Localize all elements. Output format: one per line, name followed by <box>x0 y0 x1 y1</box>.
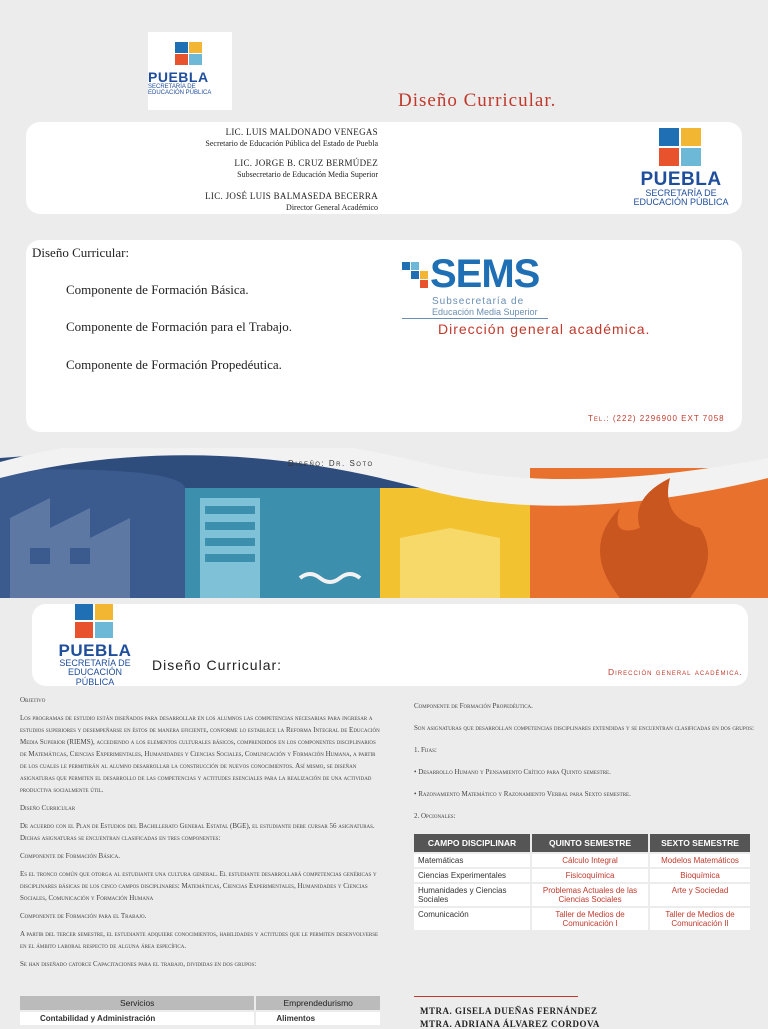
work-heading: Componente de Formación para el Trabajo. <box>20 912 147 920</box>
logo-brand: PUEBLA <box>148 69 209 85</box>
table-cell: Alimentos <box>256 1012 380 1025</box>
signature-2: MTRA. ADRIANA ÁLVAREZ CORDOVA <box>420 1019 600 1029</box>
official-2 <box>0 158 378 180</box>
table-cell: Contabilidad y Administración <box>20 1012 254 1025</box>
official-3 <box>0 191 378 213</box>
logo-line1: SECRETARÍA DE <box>645 188 717 198</box>
sems-acronym: SEMS <box>430 252 540 296</box>
left-column <box>20 694 380 976</box>
sems-line1: Subsecretaría de <box>432 296 525 307</box>
table-cell: Matemáticas <box>414 854 530 867</box>
banner-art <box>0 448 768 598</box>
optional-label: 2. Opcionales: <box>414 812 456 820</box>
objective-heading: Objetivo <box>20 696 46 704</box>
puzzle-icon <box>659 128 703 168</box>
top-logo-box <box>148 32 232 110</box>
puzzle-icon <box>175 42 205 68</box>
table-cell: Humanidades y Ciencias Sociales <box>414 884 530 906</box>
official-name: LIC. JORGE B. CRUZ BERMÚDEZ <box>234 158 378 168</box>
component-item: Componente de Formación Básica. <box>66 282 249 297</box>
basic-text: Es el tronco común que otorga al estudiante una cultura general. El estudiante desarrollará competencias genéricas y disciplinares básicas de los cinco campos disciplinares: Matemáticas, Ciencias Experimentales, Humanidades y Ciencias Sociales, Comunicación y Formación Humana <box>20 870 377 902</box>
component-item: Componente de Formación Propedéutica. <box>66 357 282 372</box>
official-1 <box>0 127 378 149</box>
logo-line2: EDUCACIÓN PÚBLICA <box>67 667 122 687</box>
signature-1: MTRA. GISELA DUEÑAS FERNÁNDEZ <box>420 1006 598 1016</box>
official-role: Subsecretario de Educación Media Superior <box>237 170 378 179</box>
official-name: LIC. JOSÉ LUIS BALMASEDA BECERRA <box>205 191 378 201</box>
fixed-label: 1. Fijas: <box>414 746 437 754</box>
trainings-table <box>18 994 382 1027</box>
table-cell: Taller de Medios de Comunicación I <box>532 908 648 930</box>
puzzle-icon <box>75 604 115 640</box>
table-header: QUINTO SEMESTRE <box>532 834 648 852</box>
logo-line2: EDUCACIÓN PÚBLICA <box>148 90 212 97</box>
puebla-logo-2 <box>52 604 138 687</box>
right-column <box>414 700 754 828</box>
propedeutic-heading: Componente de Formación Propedéutica. <box>414 702 533 710</box>
signature-rule <box>414 996 578 997</box>
official-role: Director General Académico <box>286 203 378 212</box>
logo-brand: PUEBLA <box>640 169 722 190</box>
logo-line1: SECRETARÍA DE <box>148 84 196 90</box>
direction-label: Dirección general académica. <box>438 321 651 337</box>
table-row <box>414 908 750 930</box>
table-header: Servicios <box>20 996 254 1010</box>
table-header: SEXTO SEMESTRE <box>650 834 750 852</box>
sems-line2: Educación Media Superior <box>432 307 538 317</box>
sems-underline <box>402 318 548 319</box>
page2-title: Diseño Curricular: <box>152 657 283 673</box>
propedeutic-text: Son asignaturas que desarrollan competencias disciplinares extendidas y se encuentran clasificadas en dos grupos: <box>414 724 754 732</box>
table-row <box>20 1012 380 1025</box>
logo-line1: SECRETARÍA DE <box>59 658 131 668</box>
logo-brand: PUEBLA <box>58 641 132 660</box>
basic-heading: Componente de Formación Básica. <box>20 852 120 860</box>
objective-text: Los programas de estudio están diseñados para desarrollar en los alumnos las competencias necesarias para ingresar a estudios superiores y desempeñarse en éstos de manera eficiente, conforme lo establece la Reforma Integral de Educación Media Superior (RIEMS), accediendo a los elementos culturales básicos, comprendidos en los componentes disciplinarios de Matemáticas, Ciencias Experimentales, Humanidades y Ciencias Sociales, Comunicación y Formación Humana, a partir de los cuales le permitirán al alumno desarrollar la construcción de nuevos conocimientos. Así mismo, se diseñan asignaturas que permiten el desarrollo de las competencias y actitudes esenciales para la realización de una actividad productiva socialmente útil. <box>20 714 380 794</box>
puebla-logo <box>626 128 736 208</box>
table-cell: Taller de Medios de Comunicación II <box>650 908 750 930</box>
trainings-text: Se han diseñado catorce Capacitaciones para el trabajo, divididas en dos grupos: <box>20 960 257 968</box>
propedeutic-table <box>412 832 752 932</box>
table-row <box>414 884 750 906</box>
table-cell: Cálculo Integral <box>532 854 648 867</box>
page2-direction: Dirección general académica. <box>608 667 743 677</box>
table-cell: Comunicación <box>414 908 530 930</box>
table-cell: Problemas Actuales de las Ciencias Sociales <box>532 884 648 906</box>
components-heading: Diseño Curricular: <box>32 245 130 260</box>
page-title: Diseño Curricular. <box>398 90 557 111</box>
official-name: LIC. LUIS MALDONADO VENEGAS <box>225 127 378 137</box>
table-cell: Ciencias Experimentales <box>414 869 530 882</box>
work-text: A partir del tercer semestre, el estudiante adquiere conocimientos, habilidades y actitudes que le permiten desenvolverse en el ámbito laboral respecto de alguna área específica. <box>20 930 379 950</box>
sems-squares-icon <box>402 262 428 302</box>
curricular-heading: Diseño Curricular <box>20 804 76 812</box>
fixed-item: • Desarrollo Humano y Pensamiento Crítico para Quinto semestre. <box>414 768 611 776</box>
table-cell: Bioquímica <box>650 869 750 882</box>
table-header: CAMPO DISCIPLINAR <box>414 834 530 852</box>
official-role: Secretario de Educación Pública del Estado de Puebla <box>205 139 378 148</box>
table-row <box>414 854 750 867</box>
design-credit: Diseño: Dr. Soto <box>288 459 374 468</box>
table-cell: Fisicoquímica <box>532 869 648 882</box>
table-cell: Modelos Matemáticos <box>650 854 750 867</box>
table-row <box>414 869 750 882</box>
curricular-text: De acuerdo con el Plan de Estudios del Bachillerato General Estatal (BGE), el estudiante debe cursar 56 asignaturas. Dichas asignaturas se encuentran clasificadas en tres componentes: <box>20 822 375 842</box>
fixed-item: • Razonamiento Matemático y Razonamiento Verbal para Sexto semestre. <box>414 790 631 798</box>
decorative-banner <box>0 448 768 598</box>
phone-label: Tel.: (222) 2296900 EXT 7058 <box>588 414 725 423</box>
component-item: Componente de Formación para el Trabajo. <box>66 319 293 334</box>
sems-logo <box>402 254 552 318</box>
logo-line2: EDUCACIÓN PÚBLICA <box>633 197 729 208</box>
table-header: Emprendedurismo <box>256 996 380 1010</box>
table-cell: Arte y Sociedad <box>650 884 750 906</box>
